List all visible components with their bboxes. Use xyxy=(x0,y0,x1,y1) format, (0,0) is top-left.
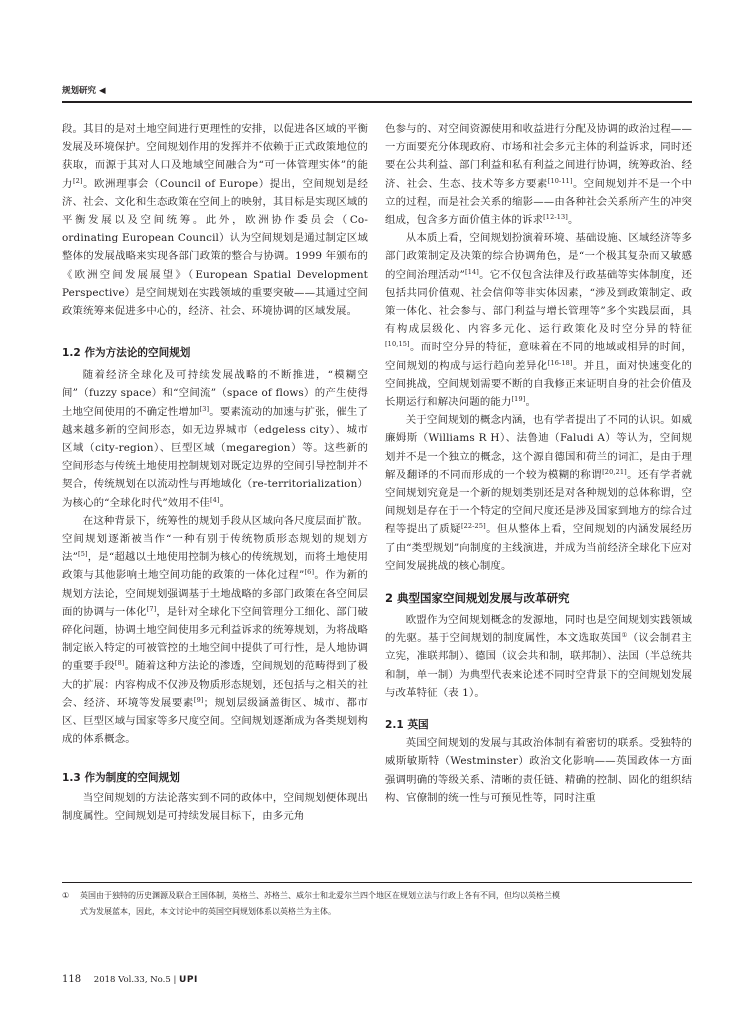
paragraph-intro: 段。其目的是对土地空间进行更理性的安排，以促进各区域的平衡发展及环境保护。空间规划作用的发挥并不依赖于正式政策地位的获取，而源于其对人口及地域空间融合为“可一体管理实体”的能力[2]。欧洲理事会（Council of Europe）提出，空间规划是经济、社会、文化和生态政策在空间上的映射，其目标是实现区域的平衡发展以及空间统筹。此外，欧洲协作委员会（Co-ordinating European Council）认为空间规划是通过制定区域整体的发展战略来实现各部门政策的整合与协调。1999 年颁布的《欧洲空间发展展望》（European Spatial Development Perspective）是空间规划在实践领域的重要突破——其通过空间政策统筹来促进多中心的，经济、社会、环境协调的区域发展。 xyxy=(62,123,368,318)
footer-separator: | xyxy=(173,975,177,985)
journal-logo: UPI xyxy=(179,975,198,985)
page-footer xyxy=(62,974,198,988)
footnote xyxy=(62,888,692,920)
section-heading-1-3: 1.3 作为制度的空间规划 xyxy=(62,771,180,784)
paragraph-2-1: 英国空间规划的发展与其政治体制有着密切的联系。受独特的威斯敏斯特（Westminster）政治文化影响——英国政体一方面强调明确的等级关系、清晰的责任链、精确的控制、固化的组织结构、官僚制的统一性与可预见性等，同时注重 xyxy=(385,737,692,804)
paragraph-1-2-a: 随着经济全球化及可持续发展战略的不断推进，“模糊空间”（fuzzy space）和“空间流”（space of flows）的产生使得土地空间使用的不确定性增加[3]。要素流动的加速与扩张，催生了越来越多新的空间形态，如无边界城市（edgeless city）、城市区域（city-region）、巨型区域（megaregion）等。这些新的空间形态与传统土地使用控制规划对既定边界的空间引导控制并不契合，传统规划在以流动性与再地域化（re-territorialization）为核心的“全球化时代”效用不佳[4]。 xyxy=(62,369,368,509)
paragraph-2: 欧盟作为空间规划概念的发源地，同时也是空间规划实践领域的先驱。基于空间规划的制度属性，本文选取英国①（议会制君主立宪，准联邦制）、德国（议会共和制，联邦制）、法国（半总统共和制，单一制）为典型代表来论述不同时空背景下的空间规划发展与改革特征（表 1）。 xyxy=(385,614,692,699)
header-rule xyxy=(62,101,692,103)
left-column xyxy=(62,120,368,825)
page-number: 118 xyxy=(62,974,82,985)
paragraph-1-2-b: 在这种背景下，统筹性的规划手段从区域向各尺度层面扩散。空间规划逐渐被当作“一种有别于传统物质形态规划的规划方法”[5]，是“超越以土地使用控制为核心的传统规划，而将土地使用政策与其他影响土地空间功能的政策的一体化过程”[6]。作为新的规划方法论，空间规划强调基于土地战略的多部门政策在各空间层面的协调与一体化[7]，是针对全球化下空间管理分工细化、部门破碎化问题，协调土地空间使用多元利益诉求的统筹规划，为将战略制定嵌入特定的可被管控的土地空间中提供了可行性，是人地协调的重要手段[8]。随着这种方法论的渗透，空间规划的范畴得到了极大的扩展：内容构成不仅涉及物质形态规划，还包括与之相关的社会、经济、环境等发展要素[9]；规划层级涵盖街区、城市、都市区、巨型区域与国家等多尺度空间。空间规划逐渐成为各类规划构成的体系概念。 xyxy=(62,514,369,746)
right-column xyxy=(385,120,692,807)
section-heading-1-2: 1.2 作为方法论的空间规划 xyxy=(62,347,191,360)
section-heading-2-1: 2.1 英国 xyxy=(385,719,429,732)
footnote-rule xyxy=(62,882,692,883)
footnote-text: 英国由于独特的历史渊源及联合王国体制，英格兰、苏格兰、威尔士和北爱尔兰四个地区在规划立法与行政上各有不同，但均以英格兰模 xyxy=(80,891,560,900)
paragraph-r3: 关于空间规划的概念内涵，也有学者提出了不同的认识。如威廉姆斯（Williams R H）、法鲁迪（Faludi A）等认为，空间规划并不是一个独立的概念，这个源自德国和荷兰的词汇，是由于理解及翻译的不同而形成的一个较为模糊的称谓[20,21]。还有学者就空间规划究竟是一个新的规划类别还是对各种规划的总体称谓，空间规划是存在于一个特定的空间尺度还是涉及国家到地方的综合过程等提出了质疑[22-25]。但从整体上看，空间规划的内涵发展经历了由“类型规划”向制度的主线演进，并成为当前经济全球化下应对空间发展挑战的核心制度。 xyxy=(385,414,692,572)
running-header: 规划研究 ◀ xyxy=(62,86,106,96)
paragraph-r1: 色参与的、对空间资源使用和收益进行分配及协调的政治过程——一方面要充分体现政府、市场和社会多元主体的利益诉求，同时还要在公共利益、部门利益和私有利益之间进行协调，统筹政治、经济、社会、生态、技术等多方要素[10-11]。空间规划并不是一个中立的过程，而是社会关系的缩影——由各种社会关系所产生的冲突组成，包含多方面价值主体的诉求[12-13]。 xyxy=(385,123,692,227)
paragraph-1-3: 当空间规划的方法论落实到不同的政体中，空间规划便体现出制度属性。空间规划是可持续发展目标下，由多元角 xyxy=(62,791,368,822)
section-heading-2: 2 典型国家空间规划发展与改革研究 xyxy=(385,591,570,606)
footnote-text-cont: 式为发展蓝本，因此，本文讨论中的英国空间规划体系以英格兰为主体。 xyxy=(80,907,336,916)
paragraph-r2: 从本质上看，空间规划扮演着环境、基础设施、区域经济等多部门政策制定及决策的综合协调角色，是“一个极其复杂而又敏感的空间治理活动”[14]。它不仅包含法律及行政基础等实体制度，还包括共同价值观、社会信仰等非实体因素，“涉及到政策制定、政策一体化、社会参与、部门利益与增长管理等”多个实践层面，具有构成层级化、内容多元化、运行政策化及时空分异的特征[10,15]。而时空分异的特征，意味着在不同的地域或相异的时间，空间规划的构成与运行趋向差异化[16-18]。并且，面对快速变化的空间挑战，空间规划需要不断的自我修正来证明自身的社会价值及长期运行和解决问题的能力[19]。 xyxy=(385,232,693,409)
footnote-mark: ① xyxy=(62,891,70,900)
issue-info: 2018 Vol.33, No.5 xyxy=(93,975,171,985)
